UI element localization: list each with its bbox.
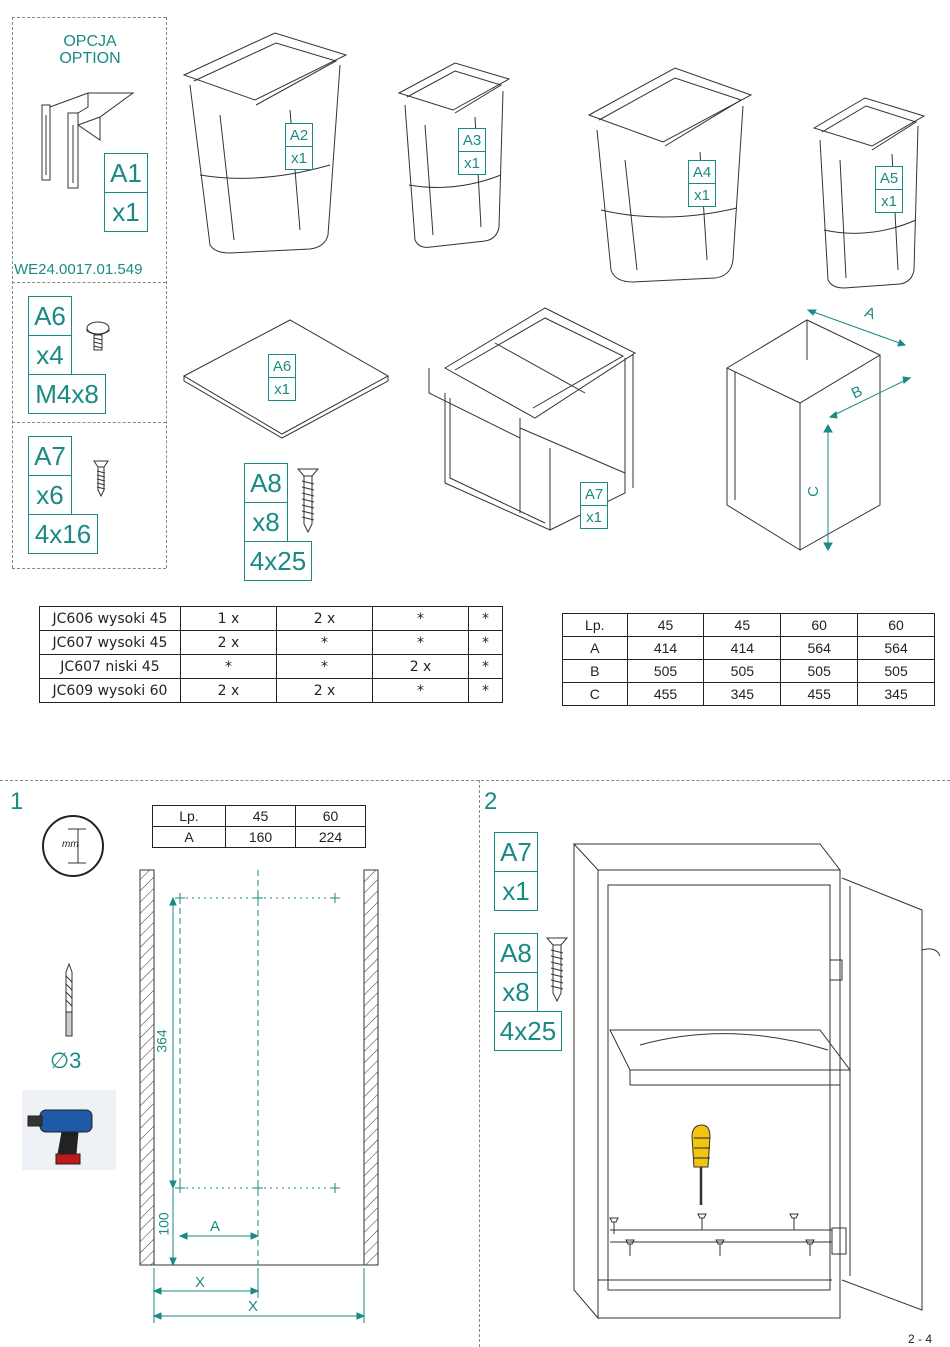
config-table-row	[40, 631, 503, 655]
config-table-row	[40, 607, 503, 631]
step2-screw-icon	[545, 935, 569, 1003]
dims-cell: 345	[858, 683, 935, 706]
wood-screw-short-icon	[92, 458, 110, 498]
a8-label: A8	[244, 463, 288, 503]
dims-cell: C	[563, 683, 628, 706]
cabinet-dim-b-label: B	[848, 382, 866, 403]
a8-size: 4x25	[244, 541, 312, 581]
config-qty-cell: 2 x	[277, 607, 373, 631]
step-2-number: 2	[484, 788, 498, 815]
dim-364: 364	[153, 1029, 170, 1053]
unit-circle	[42, 815, 104, 877]
dims-cell: 414	[627, 637, 704, 660]
bin-a3-illustration	[395, 55, 513, 255]
bin-a4-label: A4	[688, 160, 716, 184]
config-model-cell: JC607 wysoki 45	[40, 631, 181, 655]
step2-a8-qty: x8	[494, 972, 538, 1012]
step-divider	[479, 780, 480, 1347]
frame-a7-illustration	[425, 298, 657, 538]
unit-label: mm	[62, 839, 79, 850]
config-table-row	[40, 679, 503, 703]
dims-cell: 564	[781, 637, 858, 660]
step2-a7-label: A7	[494, 832, 538, 872]
config-qty-cell: 2 x	[181, 679, 277, 703]
step1-table-cell-2: 224	[296, 827, 366, 848]
a6-size: M4x8	[28, 374, 106, 414]
bin-a5-qty: x1	[875, 189, 903, 213]
config-table	[39, 606, 503, 703]
dims-table-row	[563, 660, 935, 683]
power-drill-icon	[22, 1090, 116, 1170]
config-qty-cell: *	[373, 607, 469, 631]
dims-header-cell: 45	[704, 614, 781, 637]
dims-cell: 345	[704, 683, 781, 706]
option-heading-en: OPTION	[59, 50, 121, 67]
bin-a3-label: A3	[458, 128, 486, 152]
config-qty-cell: *	[277, 631, 373, 655]
frame-a7-label: A7	[580, 482, 608, 506]
config-qty-cell: *	[373, 631, 469, 655]
page-number: 2 - 4	[908, 1332, 933, 1346]
step1-table	[152, 805, 366, 848]
dims-header-cell: Lp.	[563, 614, 628, 637]
dims-cell: 505	[627, 660, 704, 683]
a7-qty: x6	[28, 475, 72, 515]
config-qty-cell: *	[181, 655, 277, 679]
config-qty-cell: *	[277, 655, 373, 679]
cabinet-dim-a-label: A	[862, 303, 878, 324]
dims-cell: B	[563, 660, 628, 683]
dims-cell: 505	[781, 660, 858, 683]
dims-cell: 414	[704, 637, 781, 660]
config-qty-cell: *	[469, 631, 503, 655]
bin-a4-qty: x1	[688, 183, 716, 207]
drill-diameter: ∅3	[50, 1048, 82, 1073]
a1-qty: x1	[104, 192, 148, 232]
frame-a7-qty: x1	[580, 505, 608, 529]
step1-table-header-0: Lp.	[153, 806, 226, 827]
config-table-row	[40, 655, 503, 679]
section-divider	[0, 780, 950, 781]
bin-a3-qty: x1	[458, 151, 486, 175]
bin-a5-label: A5	[875, 166, 903, 190]
bin-a4-illustration	[585, 60, 755, 290]
dims-table-row	[563, 683, 935, 706]
bin-a2-qty: x1	[285, 146, 313, 170]
config-model-cell: JC606 wysoki 45	[40, 607, 181, 631]
machine-screw-icon	[84, 318, 114, 352]
step2-a8-label: A8	[494, 933, 538, 973]
dims-cell: A	[563, 637, 628, 660]
dims-header-cell: 45	[627, 614, 704, 637]
dimensions-table	[562, 613, 935, 706]
dims-cell: 505	[858, 660, 935, 683]
config-qty-cell: *	[373, 679, 469, 703]
shelf-a6-qty: x1	[268, 377, 296, 401]
cabinet-install-illustration	[570, 840, 948, 1322]
dim-x-half: X	[195, 1274, 206, 1291]
step1-table-header-2: 60	[296, 806, 366, 827]
shelf-a6-label: A6	[268, 354, 296, 378]
dim-x-full: X	[248, 1298, 259, 1315]
a1-label: A1	[104, 153, 148, 193]
config-model-cell: JC609 wysoki 60	[40, 679, 181, 703]
dims-header-cell: 60	[781, 614, 858, 637]
a7-size: 4x16	[28, 514, 98, 554]
dims-table-row	[563, 637, 935, 660]
dims-cell: 564	[858, 637, 935, 660]
dim-a: A	[210, 1218, 221, 1235]
step2-a8-size: 4x25	[494, 1011, 562, 1051]
cabinet-dimension-illustration	[725, 300, 940, 555]
bin-a2-label: A2	[285, 123, 313, 147]
dims-table-header	[563, 614, 935, 637]
config-qty-cell: 2 x	[373, 655, 469, 679]
bin-a5-illustration	[810, 90, 930, 292]
dims-cell: 455	[627, 683, 704, 706]
a6-qty: x4	[28, 335, 72, 375]
a7-label: A7	[28, 436, 72, 476]
config-qty-cell: 2 x	[181, 631, 277, 655]
option-heading-pl: OPCJA	[63, 33, 117, 50]
step2-a7-qty: x1	[494, 871, 538, 911]
option-code: WE24.0017.01.549	[14, 261, 143, 278]
cabinet-dim-c-label: C	[804, 486, 822, 497]
a6-label: A6	[28, 296, 72, 336]
config-qty-cell: 1 x	[181, 607, 277, 631]
dims-cell: 505	[704, 660, 781, 683]
step1-table-cell-0: A	[153, 827, 226, 848]
wood-screw-long-icon	[296, 466, 320, 534]
bin-a2-illustration	[180, 25, 352, 255]
a8-qty: x8	[244, 502, 288, 542]
config-qty-cell: *	[469, 607, 503, 631]
config-qty-cell: 2 x	[277, 679, 373, 703]
step1-table-header-1: 45	[226, 806, 296, 827]
dim-100: 100	[155, 1212, 172, 1236]
dims-header-cell: 60	[858, 614, 935, 637]
config-qty-cell: *	[469, 679, 503, 703]
config-model-cell: JC607 niski 45	[40, 655, 181, 679]
step-1-number: 1	[10, 788, 24, 815]
step1-table-cell-1: 160	[226, 827, 296, 848]
drill-bit-icon	[62, 962, 76, 1038]
config-qty-cell: *	[469, 655, 503, 679]
dims-cell: 455	[781, 683, 858, 706]
side-panel-drilling-diagram	[140, 868, 380, 1328]
